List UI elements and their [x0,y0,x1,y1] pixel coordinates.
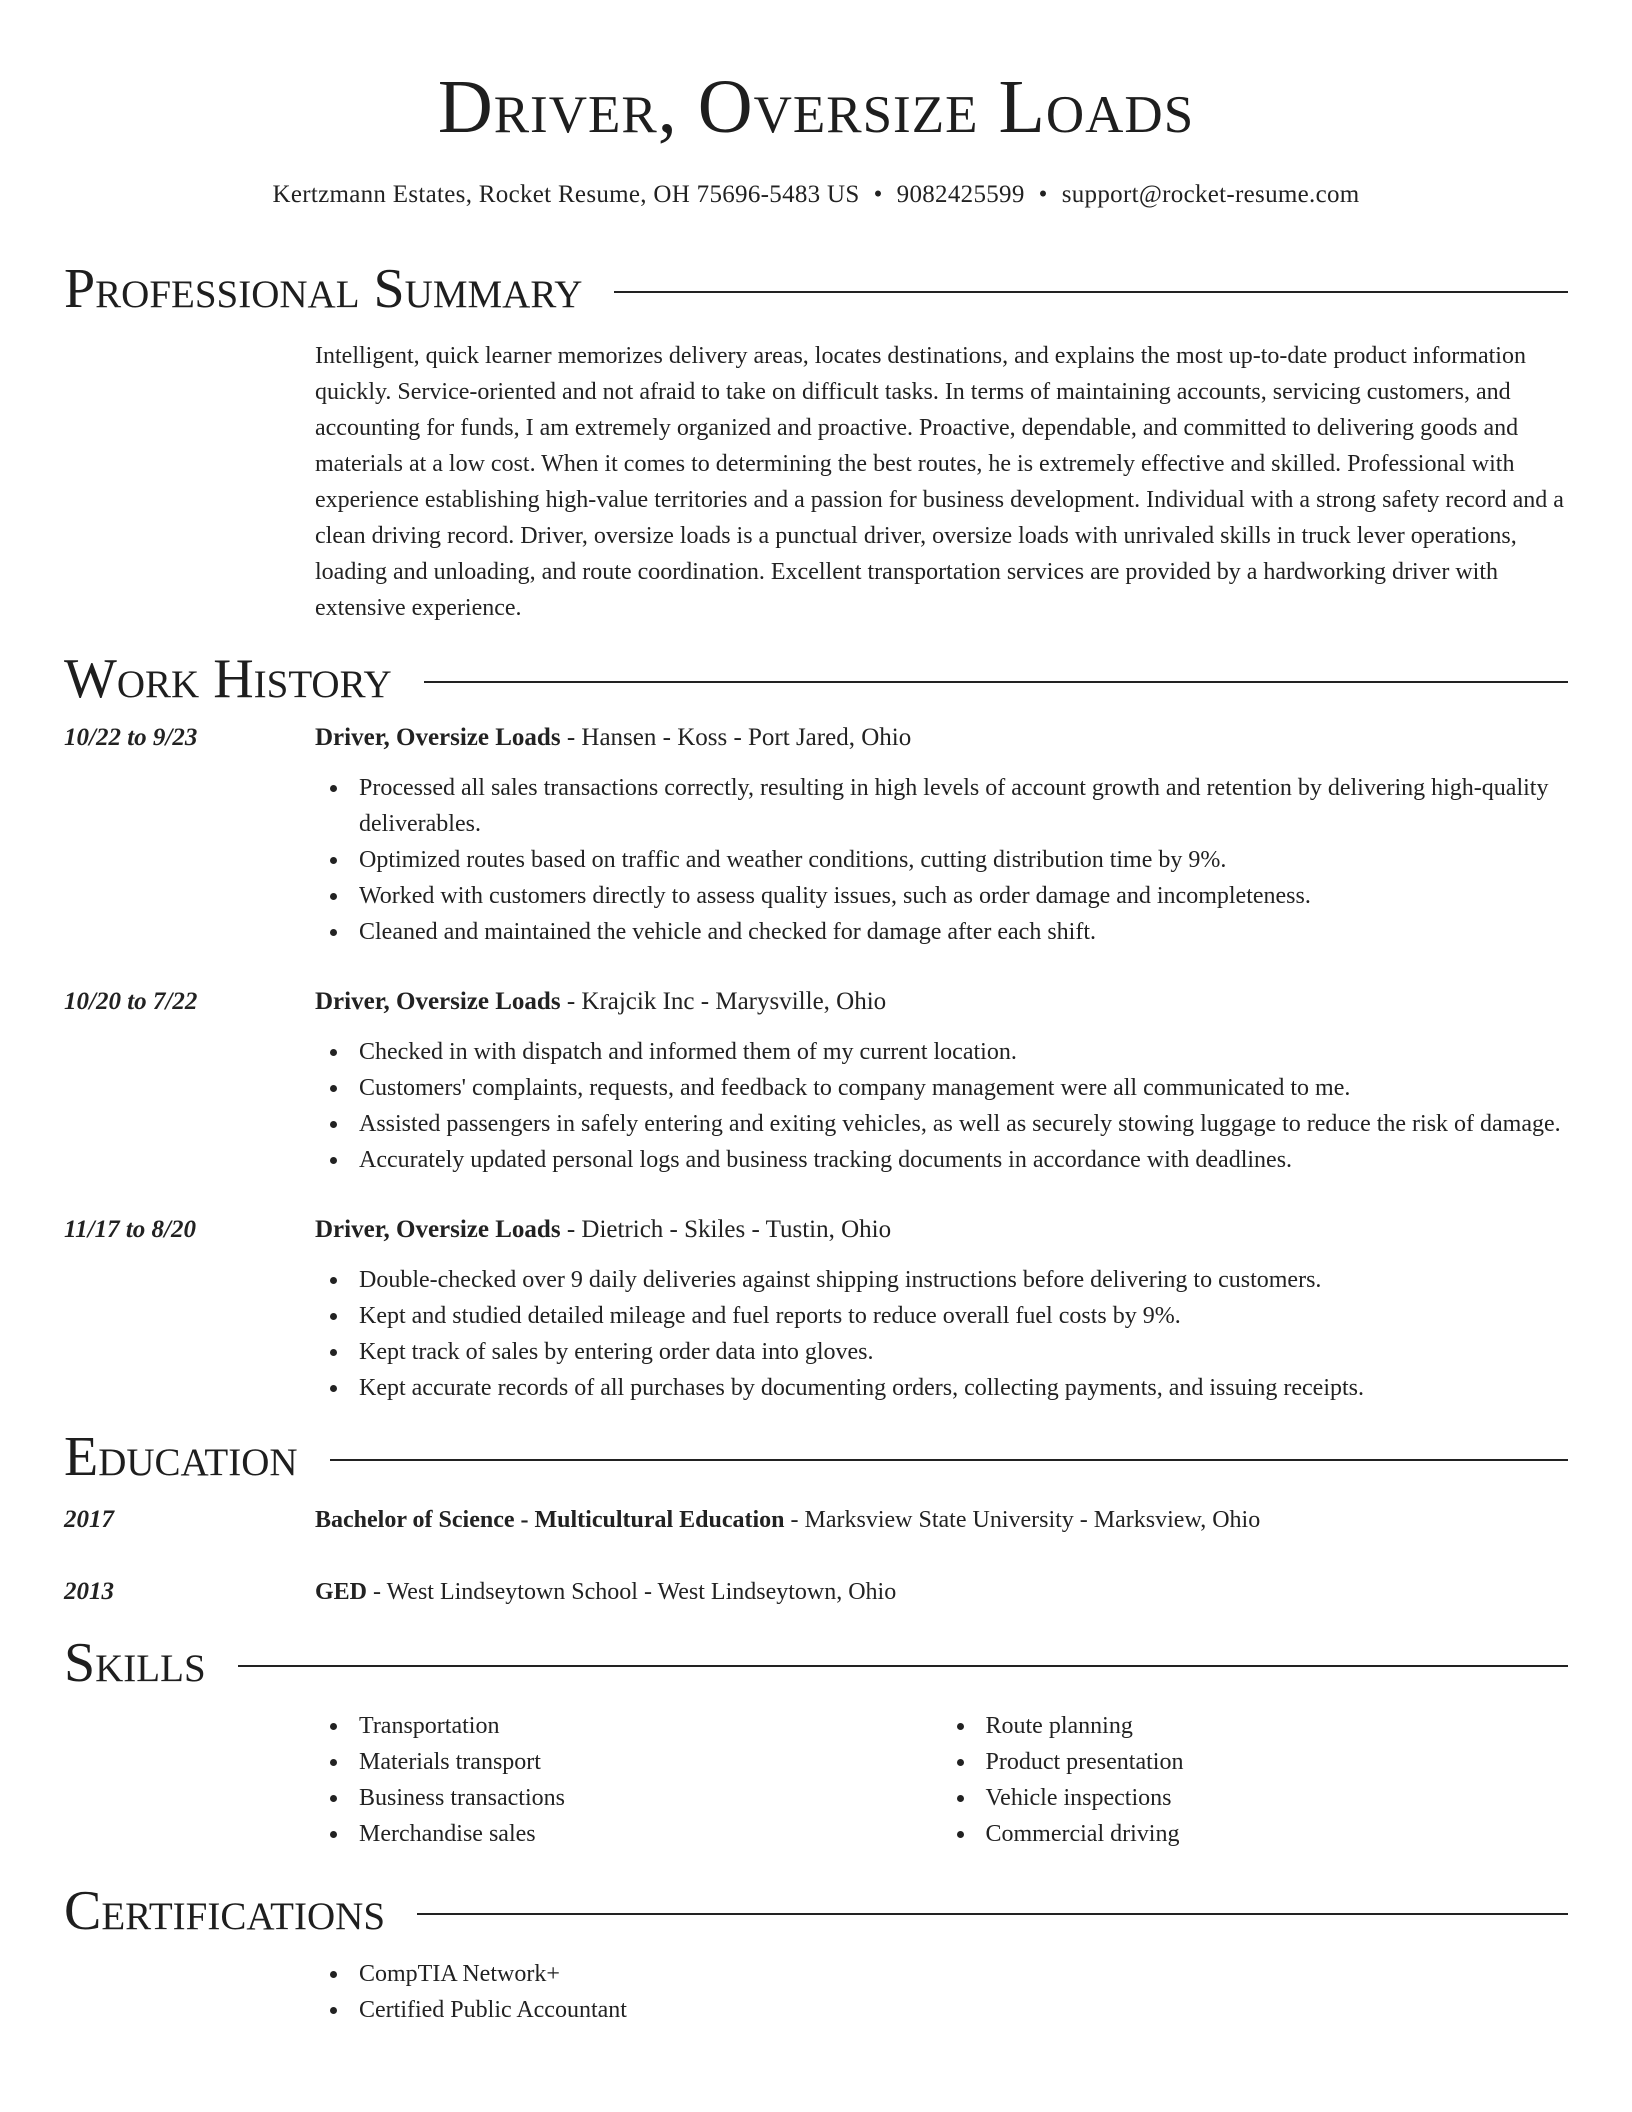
work-section-header [64,646,1568,712]
certification-item: CompTIA Network+ [315,1956,1568,1992]
list-item: Kept track of sales by entering order data into gloves. [315,1334,1568,1370]
job-role: Driver, Oversize Loads [315,724,561,751]
job-headline [315,720,1568,756]
job-entry [64,720,1568,950]
job-headline [315,984,1568,1020]
contact-line [64,180,1568,210]
skill-item: Merchandise sales [315,1816,942,1852]
skill-item: Materials transport [315,1744,942,1780]
summary-section-header [64,256,1568,322]
list-item: Double-checked over 9 daily deliveries against shipping instructions before delivering to customers. [315,1262,1568,1298]
education-details: - Marksview State University - Marksview, Ohio [784,1507,1261,1533]
section-divider [238,1665,1568,1667]
summary-section-title: Professional Summary [64,258,583,320]
resume-page [64,0,1568,2028]
contact-separator: • [1038,181,1048,208]
job-details: - Dietrich - Skiles - Tustin, Ohio [560,1216,892,1243]
list-item: Accurately updated personal logs and business tracking documents in accordance with deadlines. [315,1142,1568,1178]
section-divider [330,1459,1568,1461]
skill-item: Product presentation [942,1744,1569,1780]
skill-item: Commercial driving [942,1816,1569,1852]
certification-item: Certified Public Accountant [315,1992,1568,2028]
certifications-section-title: Certifications [64,1880,386,1942]
skills-list-left [315,1708,942,1852]
contact-email: support@rocket-resume.com [1061,181,1360,208]
job-bullets [315,1262,1568,1406]
certifications-list [315,1956,1568,2028]
work-section-title: Work History [64,648,392,710]
contact-phone: 9082425599 [896,181,1025,208]
section-divider [417,1913,1568,1915]
skills-section-title: Skills [64,1632,206,1694]
education-entry [64,1574,1568,1610]
contact-separator: • [873,181,883,208]
job-details: - Krajcik Inc - Marysville, Ohio [560,988,887,1015]
list-item: Checked in with dispatch and informed them of my current location. [315,1034,1568,1070]
summary-text: Intelligent, quick learner memorizes delivery areas, locates destinations, and explains the most up-to-date product information quickly. Service-oriented and not afraid to take on difficult tasks. In terms of maintaining accounts, servicing customers, and accounting for funds, I am extremely organized and proactive. Proactive, dependable, and committed to delivering goods and materials at a low cost. When it comes to determining the best routes, he is extremely effective and skilled. Professional with experience establishing high-value territories and a passion for business development. Individual with a strong safety record and a clean driving record. Driver, oversize loads is a punctual driver, oversize loads with unrivaled skills in truck lever operations, loading and unloading, and route coordination. Excellent transportation services are provided by a hardworking driver with extensive experience. [315,343,1564,621]
job-headline [315,1212,1568,1248]
list-item: Processed all sales transactions correctly, resulting in high levels of account growth and retention by delivering high-quality deliverables. [315,770,1568,842]
list-item: Customers' complaints, requests, and feedback to company management were all communicated to me. [315,1070,1568,1106]
skill-item: Route planning [942,1708,1569,1744]
job-entry [64,984,1568,1178]
certifications-section-header [64,1878,1568,1944]
job-role: Driver, Oversize Loads [315,988,561,1015]
job-dates: 11/17 to 8/20 [64,1216,196,1243]
contact-address: Kertzmann Estates, Rocket Resume, OH 75696-5483 US [272,181,860,208]
skills-list-right [942,1708,1569,1852]
skills-row [64,1708,1568,1852]
list-item: Assisted passengers in safely entering and exiting vehicles, as well as securely stowing luggage to reduce the risk of damage. [315,1106,1568,1142]
section-divider [614,291,1568,293]
education-section-header [64,1424,1568,1490]
list-item: Kept and studied detailed mileage and fuel reports to reduce overall fuel costs by 9%. [315,1298,1568,1334]
job-dates: 10/22 to 9/23 [64,724,198,751]
skills-section-header [64,1630,1568,1696]
education-entry [64,1502,1568,1538]
job-entry [64,1212,1568,1406]
list-item: Worked with customers directly to assess quality issues, such as order damage and incompleteness. [315,878,1568,914]
education-year: 2017 [64,1506,114,1533]
skill-item: Business transactions [315,1780,942,1816]
education-section-title: Education [64,1426,298,1488]
summary-row [64,338,1568,626]
skill-item: Transportation [315,1708,942,1744]
job-bullets [315,1034,1568,1178]
skill-item: Vehicle inspections [942,1780,1569,1816]
section-divider [424,681,1568,683]
education-degree: GED [315,1579,368,1605]
education-year: 2013 [64,1578,114,1605]
job-details: - Hansen - Koss - Port Jared, Ohio [560,724,912,751]
skills-grid [315,1708,1568,1852]
job-bullets [315,770,1568,950]
job-role: Driver, Oversize Loads [315,1216,561,1243]
candidate-name: Driver, Oversize Loads [437,65,1195,149]
education-degree: Bachelor of Science - Multicultural Education [315,1507,785,1533]
list-item: Cleaned and maintained the vehicle and checked for damage after each shift. [315,914,1568,950]
job-dates: 10/20 to 7/22 [64,988,198,1015]
list-item: Optimized routes based on traffic and weather conditions, cutting distribution time by 9%. [315,842,1568,878]
certifications-row [64,1956,1568,2028]
list-item: Kept accurate records of all purchases by documenting orders, collecting payments, and issuing receipts. [315,1370,1568,1406]
education-details: - West Lindseytown School - West Lindseytown, Ohio [367,1579,897,1605]
